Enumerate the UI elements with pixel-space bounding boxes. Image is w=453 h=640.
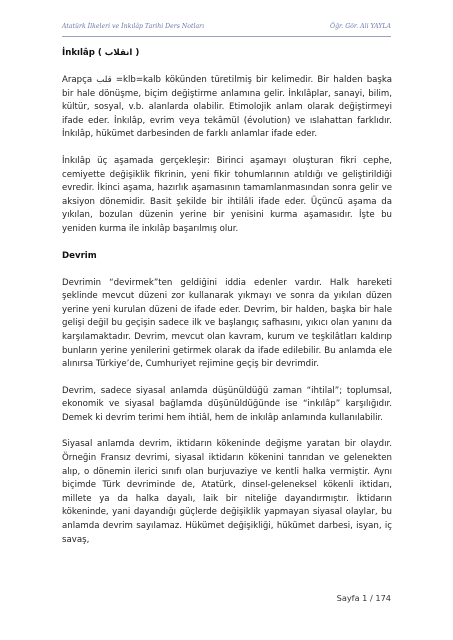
header-author: Öğr. Gör. Ali YAYLA bbox=[330, 23, 391, 30]
paragraph: Devrim, sadece siyasal anlamda düşünüldüğü zaman “ihtilal”; toplumsal, ekonomik ve siyasal bağlamda düşünüldüğünde ise “inkılâp” karşılığıdır. Demek ki devrim terimi hem ihtiâl, hem de inkılâp anlamında kullanılabilir. bbox=[62, 385, 392, 423]
document-body bbox=[62, 47, 392, 560]
paragraph: Devrimin “devirmek”ten geldiğini iddia edenler vardır. Halk hareketi şeklinde mevcut düzeni zor kullanarak yıkmayı ve sonra da yıkılan düzen yerine yeni kurulan düzeni de ifade eder. Devrim, bir halden, başka bir hale gelişi değil bu geçişin sadece ilk ve başlangıç safhasını, yıkıcı olan yanını da karşılamaktadır. Devrim, mevcut olan kavram, kurum ve teşkilâtları kaldırıp bunların yerine yenilerini getirmek olarak da ifade edilebilir. Bu anlamda ele alınırsa Türkiye’de, Cumhuriyet rejimine geçiş bir devrimdir. bbox=[62, 277, 392, 370]
header-course-title: Atatürk İlkeleri ve İnkılâp Tarihi Ders Notları bbox=[62, 23, 205, 30]
section-heading-devrim: Devrim bbox=[62, 250, 97, 261]
section-heading-inkilap: İnkılâp ( انقلاب ) bbox=[62, 48, 140, 58]
paragraph: İnkılâp üç aşamada gerçekleşir: Birinci aşamayı oluşturan fikri cephe, cemiyette değişiklik fikrinin, yeni fikir tohumlarının atıldığı ve geliştirildiği evredir. İkinci aşama, hazırlık aşamasının tamamlanmasından sonra gelir ve aksiyon dönemidir. Basit şekilde bir ihtilâli ifade eder. Üçüncü aşama da yıkılan, bozulan düzenin yerine bir yenisini kurma aşamasıdır. İşte bu yeniden kurma ile inkılâp başarılmış olur. bbox=[62, 155, 392, 234]
page-header bbox=[62, 22, 391, 37]
paragraph: Arapça قلب =klb=kalb kökünden türetilmiş bir kelimedir. Bir halden başka bir hale dönüşme, biçim değiştirme anlamına gelir. İnkılâplar, sanayi, bilim, kültür, sosyal, v.b. alanlarda olabilir. Etimolojik anlam olarak değiştirmeyi ifade eder. İnkılâp, evrim veya tekâmül (évolution) ve ıslahattan farklıdır. İnkılâp, hükümet darbesinden de farklı anlamlar ifade eder. bbox=[62, 75, 393, 140]
paragraph: Siyasal anlamda devrim, iktidarın kökeninde değişme yaratan bir olaydır. Örneğin Fransız devrimi, siyasal iktidarın kökenini tanrıdan ve gelenekten alıp, o dönemin ilerici sınıfı olan burjuvaziye ve kentli halka vermiştir. Aynı biçimde Türk devriminde de, Atatürk, dinsel-geleneksel kökenli iktidarı, millete ya da halka dayalı, laik bir niteliğe dayandırmıştır. İktidarın kökeninde, yani dayandığı güçlerde değişiklik yapmayan siyasal olaylar, bu anlamda devrim sayılamaz. Hükümet değişikliği, hükümet darbesi, isyan, iç savaş, bbox=[62, 439, 392, 545]
page-number: Sayfa 1 / 174 bbox=[336, 593, 391, 603]
